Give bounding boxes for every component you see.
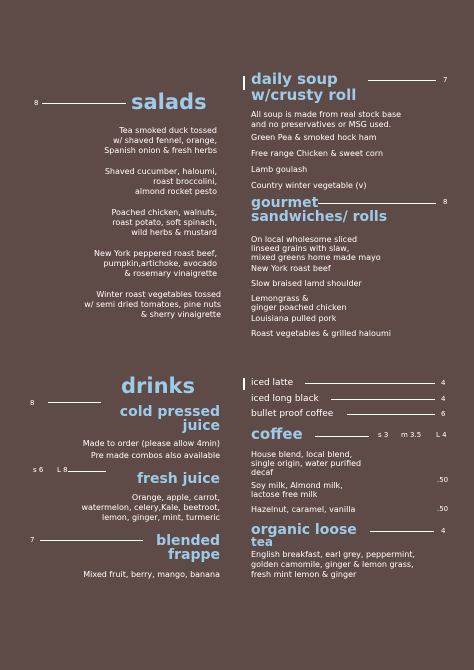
tea-title-line1: organic loose [251, 522, 357, 538]
soup-divider [368, 80, 436, 81]
fresh-juice-price-small: s 6 [33, 466, 44, 474]
coffee-divider [315, 436, 369, 437]
sandwiches-title-line2: sandwiches/ rolls [251, 209, 388, 225]
soup-item: Green Pea & smoked hock ham [251, 133, 377, 142]
sandwiches-price: 8 [443, 198, 448, 206]
salad-item-1: Tea smoked duck tossed w/ shaved fennel, orange, Spanish onion & fresh herbs [104, 126, 217, 155]
salads-price: 8 [34, 99, 39, 107]
coffee-heading: coffee [251, 425, 303, 443]
fresh-juice-desc: Orange, apple, carrot, watermelon, celery,Kale, beetroot, lemon, ginger, mint, turmeric [81, 493, 220, 522]
soup-accent-bar [243, 76, 245, 90]
soup-item: Free range Chicken & sweet corn [251, 149, 384, 158]
frappe-price: 7 [30, 536, 35, 544]
tea-divider [370, 531, 434, 532]
sandwiches-intro: On local wholesome sliced linseed grains with slaw, mixed greens home made mayo [251, 235, 381, 262]
coffee-price-large: L 4 [436, 431, 447, 439]
salads-heading: salads [131, 90, 207, 114]
sandwiches-divider [318, 203, 436, 204]
fresh-juice-title: fresh juice [136, 471, 220, 487]
soup-item: Country winter vegetable (v) [251, 181, 367, 190]
soup-item: Lamb goulash [251, 165, 308, 174]
drink-price: 6 [441, 410, 446, 418]
tea-title-line2: tea [251, 535, 273, 549]
iced-accent-bar [243, 378, 245, 390]
drink-price: 4 [441, 395, 446, 403]
cold-pressed-title: cold pressed juice [119, 404, 220, 434]
cold-pressed-notes: Made to order (please allow 4min) Pre made combos also available [82, 439, 220, 460]
salads-divider [42, 103, 126, 104]
drink-divider [347, 414, 435, 415]
soup-title-line1: daily soup [251, 70, 338, 88]
coffee-price-small: s 3 [378, 431, 389, 439]
drink-item-bullet-proof-coffee: bullet proof coffee [251, 409, 334, 419]
drinks-heading: drinks [121, 374, 196, 398]
coffee-syrups: Hazelnut, caramel, vanilla [251, 505, 356, 514]
soup-title-line2: w/crusty roll [251, 86, 357, 104]
soup-price: 7 [443, 76, 448, 84]
sandwiches-title-line1: gourmet [251, 195, 319, 211]
coffee-house-blend: House blend, local blend, single origin, water purified decaf [251, 450, 362, 477]
drink-price: 4 [441, 379, 446, 387]
sandwich-item: Louisiana pulled pork [251, 314, 337, 323]
tea-desc: English breakfast, earl grey, peppermint, golden camomile, ginger & lemon grass, fresh mint lemon & ginger [251, 550, 415, 579]
frappe-desc: Mixed fruit, berry, mango, banana [83, 570, 220, 579]
frappe-title: blended frappe [156, 533, 220, 563]
soup-intro: All soup is made from real stock base and no preservatives or MSG used. [251, 110, 402, 129]
cold-pressed-divider [48, 402, 101, 403]
sandwich-item: New York roast beef [251, 264, 331, 273]
coffee-price-medium: m 3.5 [401, 431, 422, 439]
drink-divider [331, 399, 435, 400]
sandwich-item: Slow braised lamd shoulder [251, 279, 362, 288]
drink-item-iced-long-black: iced long black [251, 394, 319, 404]
sandwich-item: Roast vegetables & grilled haloumi [251, 329, 392, 338]
salad-item-3: Poached chicken, walnuts, roast potato, soft spinach, wild herbs & mustard [111, 208, 217, 237]
coffee-syrups-price: .50 [437, 505, 449, 513]
fresh-juice-price-large: L 8 [57, 466, 68, 474]
drink-item-iced-latte: iced latte [251, 378, 294, 388]
salad-item-5: Winter roast vegetables tossed w/ semi dried tomatoes, pine nuts & sherry vinaigrette [84, 290, 221, 319]
tea-price: 4 [441, 527, 446, 535]
sandwich-item: Lemongrass & ginger poached chicken [251, 294, 347, 312]
salad-item-2: Shaved cucumber, haloumi, roast broccolini, almond rocket pesto [104, 167, 217, 196]
coffee-milk-price: .50 [437, 476, 449, 484]
salad-item-4: New York peppered roast beef, pumpkin,artichoke, avocado & rosemary vinaigrette [94, 249, 217, 278]
coffee-milk-options: Soy milk, Almond milk, lactose free milk [251, 481, 343, 499]
cold-pressed-price: 8 [30, 399, 35, 407]
drink-divider [305, 383, 435, 384]
